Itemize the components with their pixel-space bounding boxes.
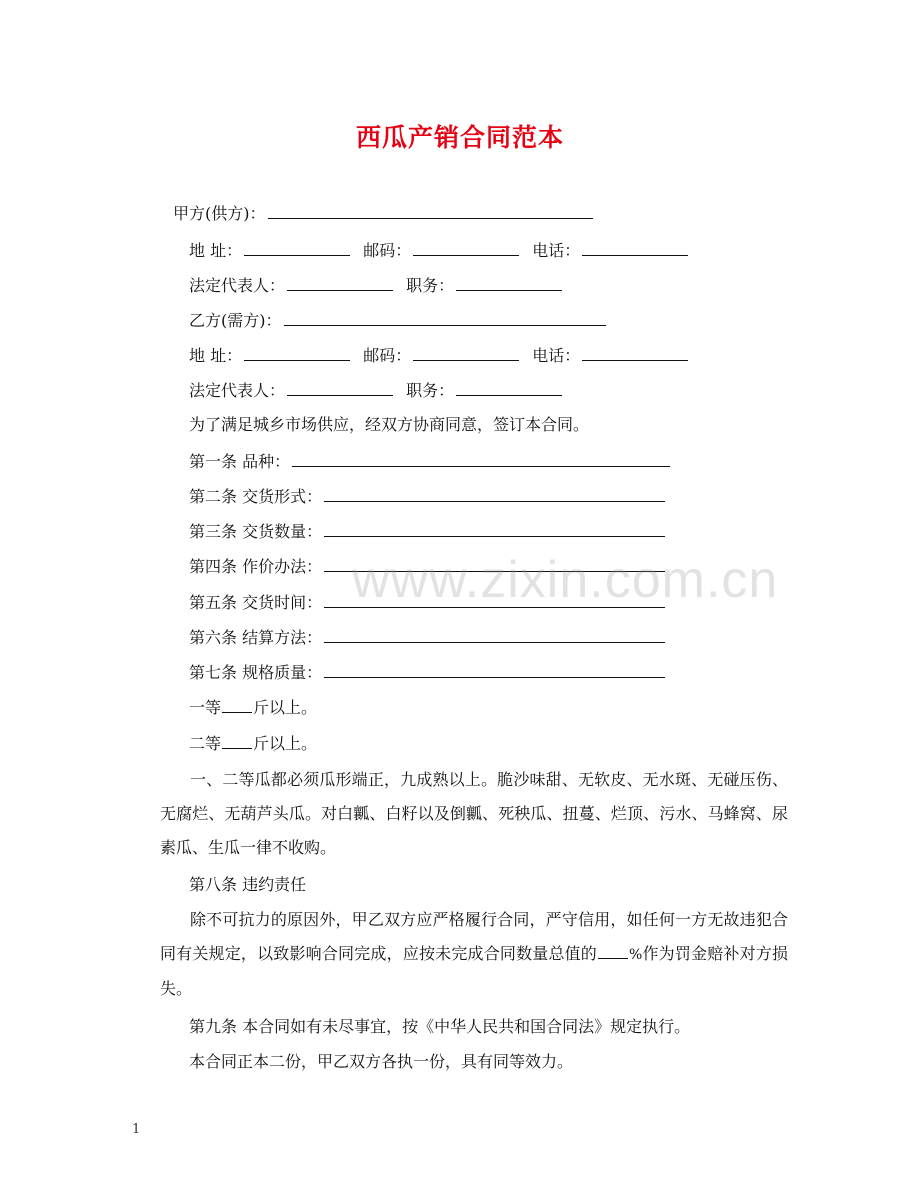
party-b-position-blank[interactable] bbox=[456, 377, 562, 396]
grade-2-suffix: 斤以上。 bbox=[253, 734, 318, 753]
party-b-phone-label: 电话： bbox=[532, 346, 581, 365]
article-3-label: 第三条 交货数量： bbox=[189, 522, 323, 541]
article-6-line bbox=[189, 623, 667, 653]
party-a-phone-blank[interactable] bbox=[582, 237, 688, 256]
party-b-rep-line bbox=[189, 376, 564, 406]
party-a-zip-blank[interactable] bbox=[413, 237, 519, 256]
party-a-line bbox=[173, 199, 595, 229]
article-6-label: 第六条 结算方法： bbox=[189, 628, 323, 647]
party-b-label: 乙方(需方)： bbox=[189, 311, 282, 330]
party-a-phone-label: 电话： bbox=[532, 241, 581, 260]
party-b-blank[interactable] bbox=[284, 307, 606, 326]
grade-2-prefix: 二等 bbox=[189, 734, 222, 753]
party-b-zip-label: 邮码： bbox=[363, 346, 412, 365]
party-b-info-line bbox=[189, 341, 690, 371]
grade-1-blank[interactable] bbox=[222, 696, 252, 713]
article-7-blank[interactable] bbox=[324, 659, 665, 678]
party-b-phone-blank[interactable] bbox=[582, 342, 688, 361]
grade-2-line bbox=[189, 729, 317, 759]
party-a-rep-blank[interactable] bbox=[287, 272, 393, 291]
party-b-address-blank[interactable] bbox=[244, 342, 350, 361]
grade-1-suffix: 斤以上。 bbox=[253, 698, 318, 717]
article-2-blank[interactable] bbox=[324, 483, 665, 502]
grade-1-prefix: 一等 bbox=[189, 698, 222, 717]
article-1-label: 第一条 品种： bbox=[189, 452, 291, 471]
breach-text-2: 作为罚金赔补对方损失。 bbox=[160, 944, 788, 998]
party-a-position-blank[interactable] bbox=[456, 272, 562, 291]
party-b-line bbox=[189, 306, 608, 336]
party-a-address-label: 地 址： bbox=[189, 241, 243, 260]
article-1-line bbox=[189, 447, 672, 477]
page-number: 1 bbox=[132, 1122, 141, 1137]
party-b-zip-blank[interactable] bbox=[413, 342, 519, 361]
article-6-blank[interactable] bbox=[324, 624, 665, 643]
article-9-text: 第九条 本合同如有未尽事宜，按《中华人民共和国合同法》规定执行。 bbox=[189, 1017, 691, 1036]
party-b-rep-blank[interactable] bbox=[287, 377, 393, 396]
article-2-label: 第二条 交货形式： bbox=[189, 487, 323, 506]
article-7-label: 第七条 规格质量： bbox=[189, 663, 323, 682]
party-a-position-label: 职务： bbox=[406, 276, 455, 295]
party-b-rep-label: 法定代表人： bbox=[189, 381, 286, 400]
party-a-rep-line bbox=[189, 271, 564, 301]
breach-paragraph bbox=[160, 903, 788, 1006]
grade-2-blank[interactable] bbox=[222, 732, 252, 749]
party-a-address-blank[interactable] bbox=[244, 237, 350, 256]
quality-paragraph: 一、二等瓜都必须瓜形端正，九成熟以上。脆沙味甜、无软皮、无水斑、无碰压伤、无腐烂、无葫芦头瓜。对白瓤、白籽以及倒瓤、死秧瓜、扭蔓、烂顶、污水、马蜂窝、尿素瓜、生瓜一律不收购。 bbox=[160, 770, 788, 857]
party-b-address-label: 地 址： bbox=[189, 346, 243, 365]
article-1-blank[interactable] bbox=[292, 448, 670, 467]
article-5-label: 第五条 交货时间： bbox=[189, 593, 323, 612]
article-2-line bbox=[189, 482, 667, 512]
party-a-info-line bbox=[189, 236, 690, 266]
party-a-blank[interactable] bbox=[268, 200, 593, 219]
document-title: 西瓜产销合同范本 bbox=[355, 123, 564, 152]
party-a-zip-label: 邮码： bbox=[363, 241, 412, 260]
party-b-position-label: 职务： bbox=[406, 381, 455, 400]
article-8-title: 第八条 违约责任 bbox=[189, 875, 307, 894]
breach-percent-blank[interactable] bbox=[598, 942, 628, 959]
article-7-line bbox=[189, 658, 667, 688]
article-3-blank[interactable] bbox=[324, 518, 665, 537]
breach-text-1: 除不可抗力的原因外，甲乙双方应严格履行合同，严守信用，如任何一方无故违犯合同有关规定，以致影响合同完成，应按未完成合同数量总值的 bbox=[160, 910, 788, 963]
intro-text: 为了满足城乡市场供应，经双方协商同意，签订本合同。 bbox=[189, 415, 590, 434]
party-a-rep-label: 法定代表人： bbox=[189, 276, 286, 295]
party-a-label: 甲方(供方)： bbox=[173, 204, 266, 223]
watermark: www.zixin.com.cn bbox=[352, 551, 779, 609]
article-3-line bbox=[189, 517, 667, 547]
breach-percent-sign: % bbox=[629, 947, 643, 963]
article-4-label: 第四条 作价办法： bbox=[189, 557, 323, 576]
copies-text: 本合同正本二份，甲乙双方各执一份，具有同等效力。 bbox=[189, 1052, 574, 1071]
grade-1-line bbox=[189, 693, 317, 723]
